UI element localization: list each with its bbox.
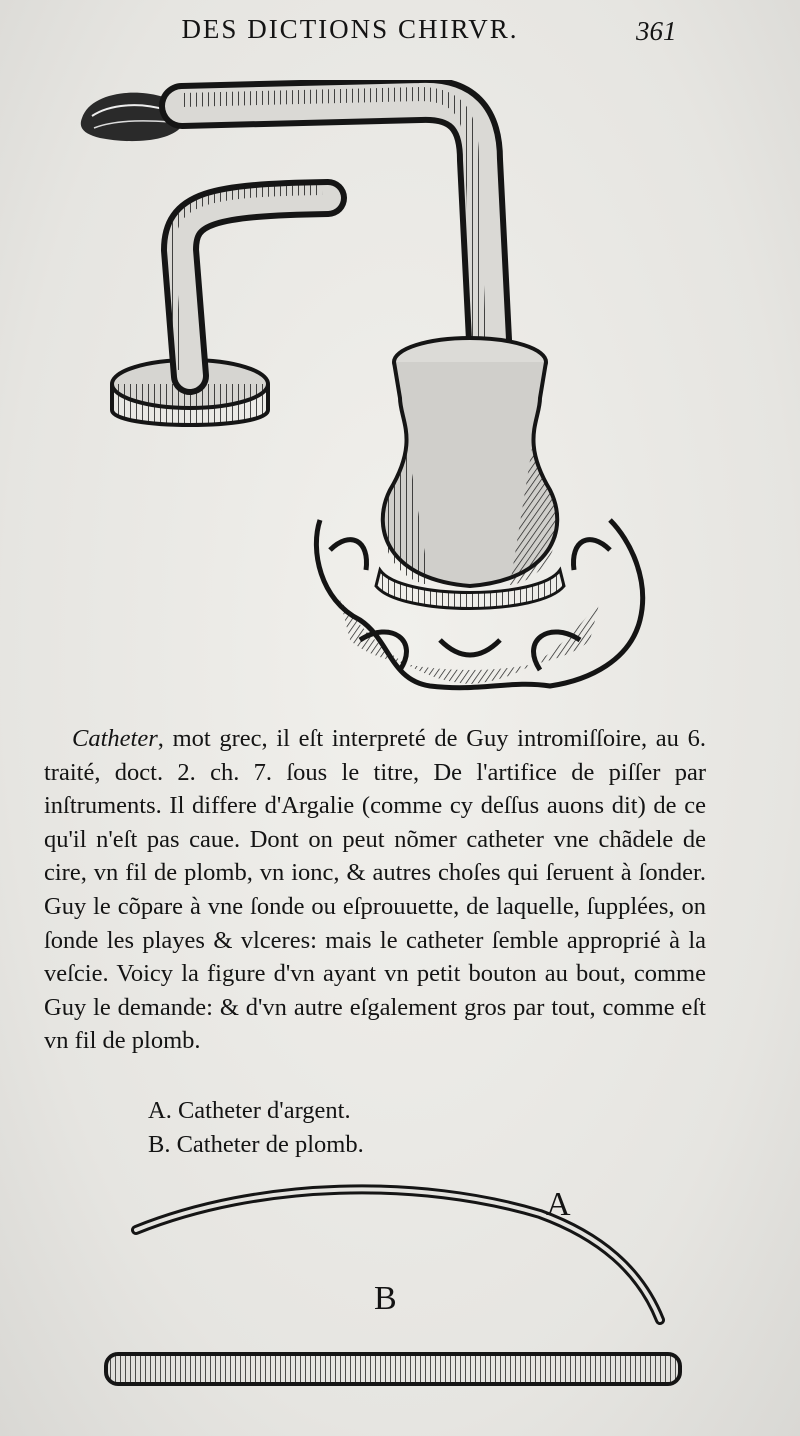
legend-item-a: A. Catheter d'argent. <box>148 1097 351 1124</box>
woodcut-vessel-illustration <box>70 80 670 710</box>
legend-item-b: B. Catheter de plomb. <box>148 1130 364 1158</box>
catheter-figure <box>100 1170 720 1410</box>
paragraph-text: , mot grec, il eſt interpreté de Guy intromiſſoire, au 6. traité, doct. 2. ch. 7. ſous le titre, De l'artifice de piſſer par inſtruments. Il differe d'Argalie (comme cy deſſus auons dit) de ce qu'il n'eſt pas caue. Dont on peut nõmer catheter vne chãdele de cire, vn fil de plomb, vn ionc, & autres choſes qui ſeruent à ſonder. Guy le cõpare à vne ſonde ou eſprouuette, de laquelle, ſupplées, on ſonde les playes & vlceres: mais le catheter ſemble approprié à la veſcie. Voicy la figure d'vn ayant vn petit bouton au bout, comme Guy le demande: & d'vn autre eſgalement gros par tout, comme eſt vn fil de plomb. <box>44 725 706 1055</box>
page-number: 361 <box>636 16 677 46</box>
figure-label-b: B <box>374 1280 397 1317</box>
lead-word: Catheter <box>72 725 158 752</box>
figure-label-a: A <box>546 1186 571 1223</box>
catheter-drawing <box>100 1170 720 1410</box>
running-title: DES DICTIONS CHIRVR. <box>181 14 519 44</box>
body-text <box>44 722 706 1058</box>
figure-legend <box>148 1094 364 1161</box>
